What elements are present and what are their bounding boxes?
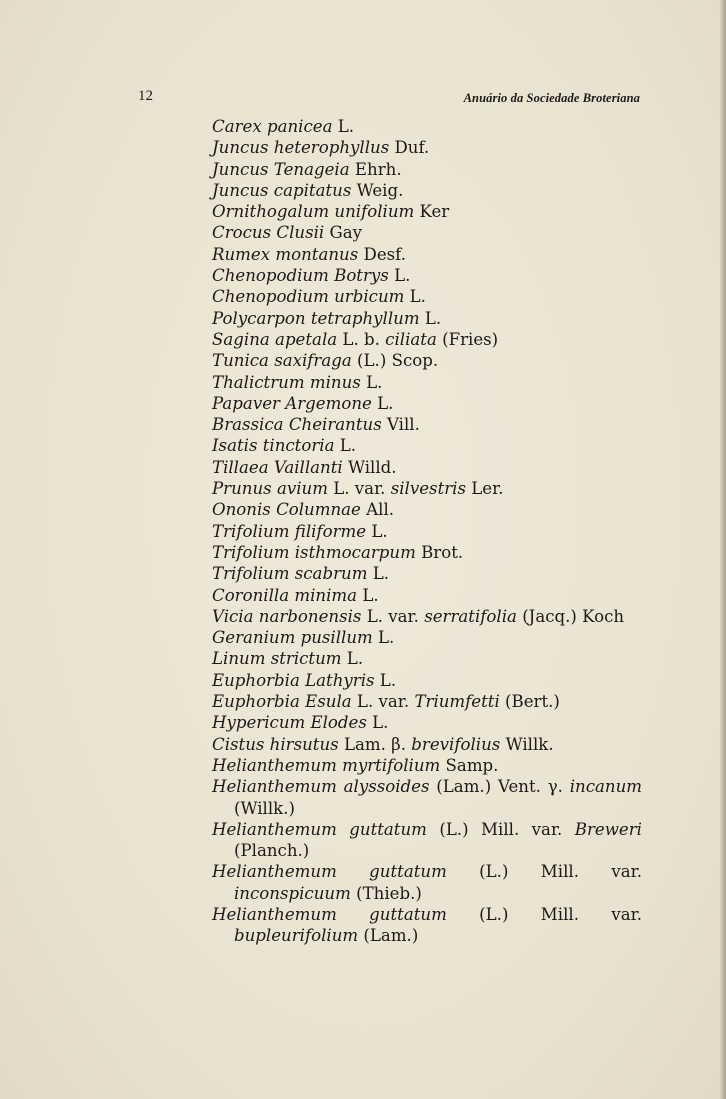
species-authority: (L.) Mill. var. — [426, 819, 575, 839]
species-authority: L. — [367, 564, 390, 584]
species-name: Helianthemum guttatum — [212, 819, 427, 839]
species-entry — [212, 308, 642, 329]
species-authority: L. var. — [327, 479, 391, 499]
species-entry — [212, 116, 642, 137]
species-name: Sagina apetala — [212, 329, 338, 349]
species-authority: L. — [366, 521, 388, 541]
species-entry — [212, 734, 642, 755]
species-entry — [212, 222, 642, 243]
species-authority: L. b. — [337, 329, 386, 349]
species-authority: (L.) Mill. var. — [446, 862, 642, 882]
species-entry — [212, 712, 642, 733]
species-name: Trifolium isthmocarpum — [212, 542, 416, 562]
species-entry — [212, 137, 642, 158]
variety-name: bupleurifolium — [234, 926, 359, 946]
page-number: 12 — [138, 88, 153, 104]
species-entry — [212, 521, 642, 542]
variety-authority: Ler. — [466, 479, 504, 499]
species-entry — [212, 286, 642, 307]
variety-name: ciliata — [385, 329, 437, 349]
species-authority: All. — [360, 500, 395, 520]
species-name: Juncus Tenageia — [212, 159, 350, 179]
species-entry — [212, 244, 642, 265]
species-authority: Duf. — [389, 138, 430, 158]
species-entry — [212, 563, 642, 584]
species-name: Isatis tinctoria — [212, 436, 335, 456]
species-authority: L. — [374, 670, 397, 690]
variety-authority: (Planch.) — [234, 841, 310, 861]
species-entry — [212, 201, 642, 222]
species-entry — [212, 457, 642, 478]
species-name: Helianthemum guttatum — [212, 862, 447, 882]
species-name: Euphorbia Esula — [212, 692, 352, 712]
species-authority: L. — [366, 713, 389, 733]
species-name: Polycarpon tetraphyllum — [212, 308, 420, 328]
species-entry — [212, 691, 642, 712]
variety-authority: (Fries) — [436, 329, 499, 349]
species-entry — [212, 372, 642, 393]
species-authority: L. — [419, 308, 442, 328]
variety-name: brevifolius — [411, 734, 501, 754]
species-name: Thalictrum minus — [212, 372, 361, 392]
species-entry — [212, 180, 642, 201]
variety-authority: (Lam.) — [358, 926, 419, 946]
species-authority: Ker — [414, 202, 450, 222]
species-name: Ornithogalum unifolium — [212, 202, 415, 222]
species-name: Papaver Argemone — [212, 393, 372, 413]
species-name: Chenopodium Botrys — [212, 266, 389, 286]
species-entry — [212, 755, 642, 776]
species-name: Helianthemum alyssoides — [212, 777, 430, 797]
species-entry — [212, 542, 642, 563]
species-entry — [212, 776, 642, 819]
species-authority: Weig. — [351, 180, 404, 200]
page-edge — [720, 0, 726, 1099]
species-name: Hypericum Elodes — [212, 713, 367, 733]
species-name: Linum strictum — [212, 649, 342, 669]
variety-authority: (Thieb.) — [350, 883, 422, 903]
species-entry — [212, 414, 642, 435]
running-title: Anuário da Sociedade Broteriana — [463, 91, 640, 105]
species-entry — [212, 350, 642, 371]
species-name: Vicia narbonensis — [212, 606, 362, 626]
species-authority: (Lam.) Vent. γ. — [429, 777, 570, 797]
variety-name: incanum — [569, 777, 642, 797]
species-authority: Lam. β. — [338, 734, 412, 754]
species-name: Brassica Cheirantus — [212, 415, 382, 435]
species-authority: Samp. — [440, 755, 499, 775]
species-authority: L. — [334, 436, 357, 456]
species-entry — [212, 393, 642, 414]
species-name: Trifolium filiforme — [212, 521, 367, 541]
variety-name: inconspicuum — [234, 883, 351, 903]
variety-authority: (Willk.) — [234, 798, 295, 818]
variety-name: Triumfetti — [414, 692, 500, 712]
variety-authority: (Bert.) — [499, 692, 560, 712]
species-entry — [212, 819, 642, 862]
variety-authority: Willk. — [500, 734, 554, 754]
species-authority: Brot. — [415, 542, 464, 562]
species-entry — [212, 904, 642, 947]
variety-name: silvestris — [390, 479, 466, 499]
species-entry — [212, 861, 642, 904]
species-authority: Desf. — [358, 244, 406, 264]
species-authority: L. var. — [361, 606, 425, 626]
species-authority: Willd. — [342, 457, 397, 477]
species-name: Geranium pusillum — [212, 628, 373, 648]
species-entry — [212, 499, 642, 520]
species-name: Tunica saxifraga — [212, 351, 352, 371]
species-entry — [212, 670, 642, 691]
species-authority: L. — [332, 117, 355, 136]
species-entry — [212, 478, 642, 499]
species-authority: Gay — [324, 223, 363, 243]
species-name: Helianthemum myrtifolium — [212, 755, 441, 775]
species-authority: L. — [357, 585, 379, 605]
species-name: Cistus hirsutus — [212, 734, 339, 754]
variety-name: Breweri — [574, 819, 642, 839]
variety-authority: (Jacq.) Koch — [516, 606, 625, 626]
species-entry — [212, 627, 642, 648]
species-entry — [212, 585, 642, 606]
variety-name: serratifolia — [424, 606, 517, 626]
species-authority: L. — [371, 393, 394, 413]
species-authority: (L.) Mill. var. — [446, 904, 642, 924]
species-name: Juncus heterophyllus — [212, 138, 390, 158]
species-name: Rumex montanus — [212, 244, 359, 264]
species-name: Chenopodium urbicum — [212, 287, 405, 307]
species-authority: L. — [372, 628, 395, 648]
species-name: Ononis Columnae — [212, 500, 361, 520]
species-authority: L. — [388, 266, 411, 286]
species-authority: (L.) Scop. — [351, 351, 439, 371]
species-authority: L. — [360, 372, 383, 392]
species-name: Juncus capitatus — [212, 180, 352, 200]
species-authority: L. — [341, 649, 364, 669]
species-name: Crocus Clusii — [212, 223, 325, 243]
species-name: Helianthemum guttatum — [212, 904, 447, 924]
species-entry — [212, 159, 642, 180]
species-authority: L. — [404, 287, 426, 307]
species-name: Carex panicea — [212, 117, 333, 136]
species-name: Trifolium scabrum — [212, 564, 368, 584]
species-authority: Vill. — [381, 415, 420, 435]
species-authority: Ehrh. — [349, 159, 402, 179]
species-name: Tillaea Vaillanti — [212, 457, 343, 477]
species-name: Prunus avium — [212, 479, 328, 499]
species-entry — [212, 265, 642, 286]
species-entry — [212, 606, 642, 627]
species-list — [212, 116, 642, 947]
species-authority: L. var. — [351, 692, 415, 712]
species-entry — [212, 648, 642, 669]
species-name: Coronilla minima — [212, 585, 358, 605]
species-entry — [212, 435, 642, 456]
species-name: Euphorbia Lathyris — [212, 670, 375, 690]
species-entry — [212, 329, 642, 350]
